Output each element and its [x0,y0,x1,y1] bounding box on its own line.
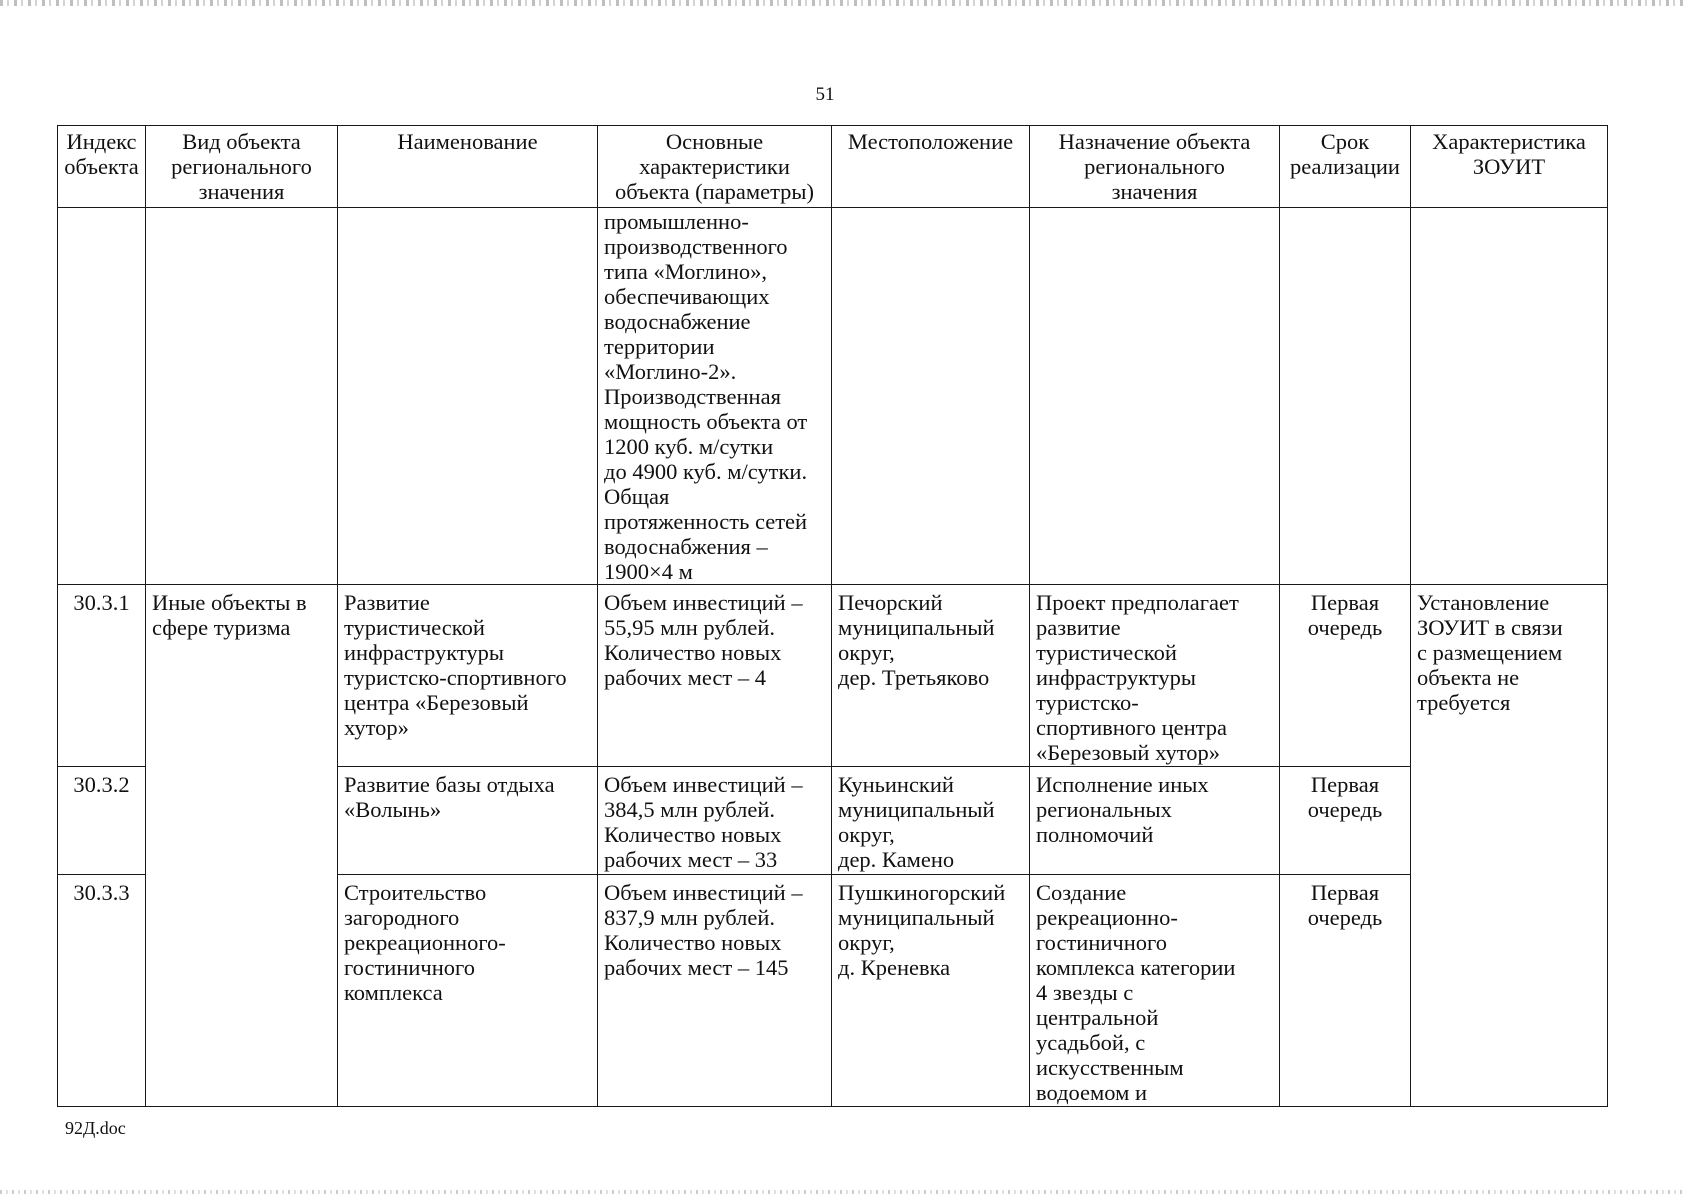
row-purpose: Исполнение иных региональных полномочий [1030,767,1280,875]
header-object-type: Вид объекта регионального значения [146,126,338,208]
header-parameters: Основные характеристики объекта (параметры) [598,126,832,208]
document-filename: 92Д.doc [65,1118,126,1138]
scan-edge-bottom [0,1190,1686,1194]
row-term: Первая очередь [1280,585,1411,767]
row-params: Объем инвестиций – 837,9 млн рублей. Количество новых рабочих мест – 145 [598,875,832,1107]
row-params: Объем инвестиций – 384,5 млн рублей. Количество новых рабочих мест – 33 [598,767,832,875]
table-cell [146,208,338,585]
row-term: Первая очередь [1280,875,1411,1107]
row-index: 30.3.1 [58,585,146,767]
header-name: Наименование [338,126,598,208]
table-cell [58,208,146,585]
table-cell [1030,208,1280,585]
table-cell [832,208,1030,585]
row-purpose: Проект предполагает развитие туристической инфраструктуры туристско- спортивного центра «Березовый хутор» [1030,585,1280,767]
header-index: Индекс объекта [58,126,146,208]
scan-edge-top [0,0,1686,6]
row-purpose: Создание рекреационно- гостиничного комплекса категории 4 звезды с центральной усадьбой, с искусственным водоемом и [1030,875,1280,1107]
table-cell [1280,208,1411,585]
table-row [58,585,1608,767]
header-row [58,126,1608,208]
zouit-cell: Установление ЗОУИТ в связи с размещением объекта не требуется [1411,585,1608,1107]
regional-objects-table [57,125,1608,1107]
row-location: Куньинский муниципальный округ, дер. Камено [832,767,1030,875]
page-number: 51 [815,84,835,105]
row-location: Пушкиногорский муниципальный округ, д. Креневка [832,875,1030,1107]
row-name: Развитие базы отдыха «Волынь» [338,767,598,875]
row-name: Развитие туристической инфраструктуры туристско-спортивного центра «Березовый хутор» [338,585,598,767]
header-purpose: Назначение объекта регионального значения [1030,126,1280,208]
row-index: 30.3.3 [58,875,146,1107]
table-cell [1411,208,1608,585]
table-cell: промышленно- производственного типа «Моглино», обеспечивающих водоснабжение территории «Моглино-2». Производственная мощность объекта от 1200 куб. м/сутки до 4900 куб. м/сутки. Общая протяженность сетей водоснабжения – 1900×4 м [598,208,832,585]
continuation-row [58,208,1608,585]
header-zouit: Характеристика ЗОУИТ [1411,126,1608,208]
header-term: Срок реализации [1280,126,1411,208]
row-params: Объем инвестиций – 55,95 млн рублей. Количество новых рабочих мест – 4 [598,585,832,767]
object-type-cell: Иные объекты в сфере туризма [146,585,338,1107]
row-index: 30.3.2 [58,767,146,875]
row-name: Строительство загородного рекреационного- гостиничного комплекса [338,875,598,1107]
row-location: Печорский муниципальный округ, дер. Третьяково [832,585,1030,767]
header-location: Местоположение [832,126,1030,208]
table-cell [338,208,598,585]
row-term: Первая очередь [1280,767,1411,875]
